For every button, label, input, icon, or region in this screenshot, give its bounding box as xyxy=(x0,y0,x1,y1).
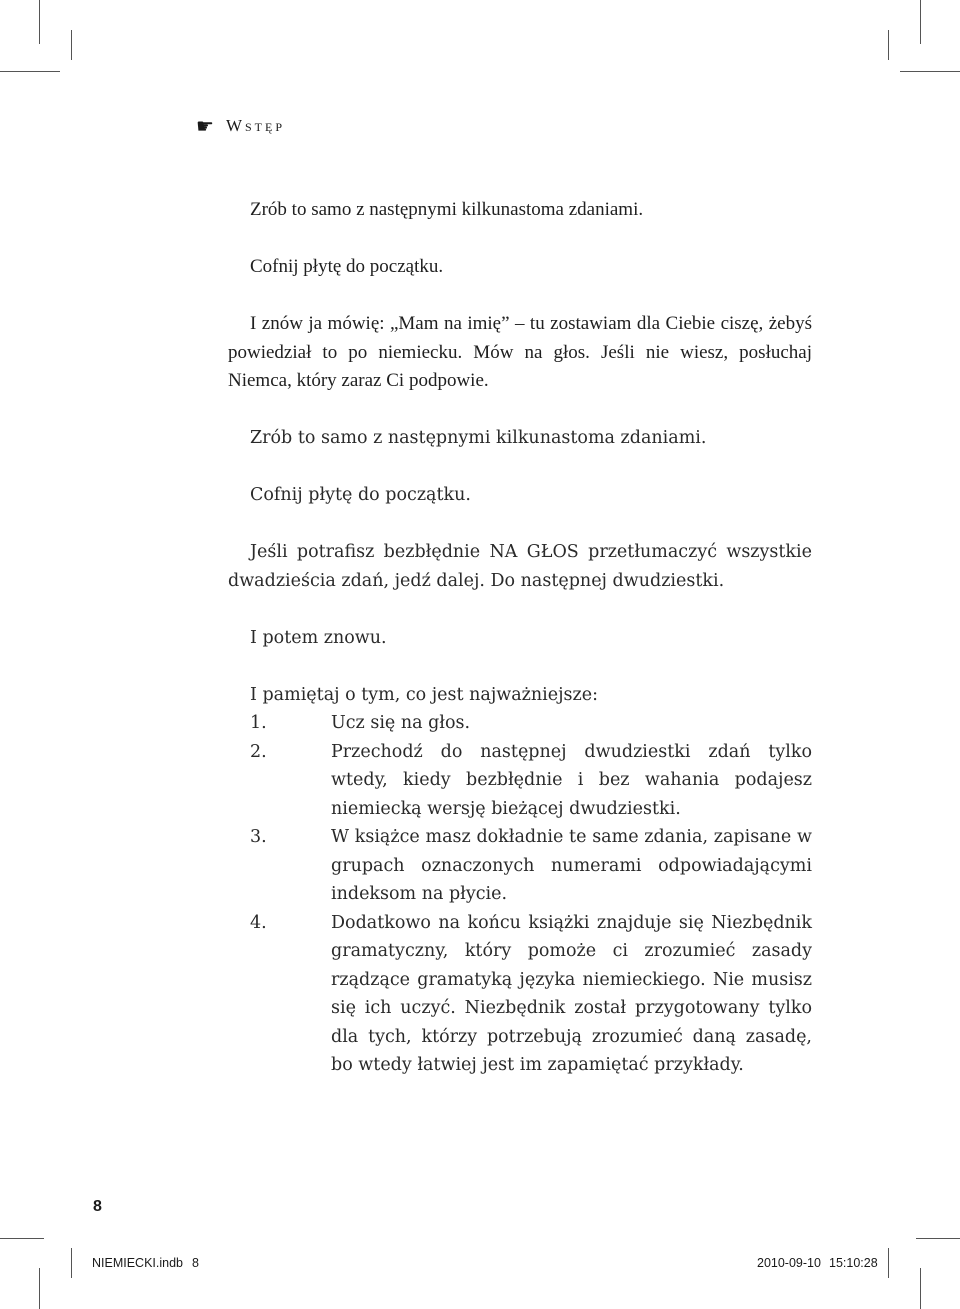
page-number: 8 xyxy=(93,1198,102,1215)
list-item xyxy=(228,909,812,1080)
crop-mark-top-right-horizontal-2 xyxy=(900,71,930,72)
crop-mark-bottom-right-horizontal xyxy=(916,1238,960,1239)
paragraph-slab-1: Zrób to samo z następnymi kilkunastoma zdaniami. xyxy=(250,428,707,448)
paragraph-slab-2: Cofnij płytę do początku. xyxy=(250,485,471,505)
running-header xyxy=(196,112,285,140)
paragraph-serif-2: Cofnij płytę do początku. xyxy=(250,256,444,277)
page-body xyxy=(228,196,812,1080)
crop-mark-bottom-left-vertical-2 xyxy=(71,1248,72,1278)
list-item-number: 3. xyxy=(250,827,267,847)
paragraph-slab-4: I potem znowu. xyxy=(250,627,387,648)
list-item xyxy=(228,709,812,738)
crop-mark-top-right-vertical xyxy=(920,0,921,44)
crop-mark-bottom-right-vertical-2 xyxy=(888,1248,889,1278)
list-item-text: W książce masz dokładnie te same zdania, zapisane w grupach oznaczonych numerami odpowiadającymi indeksom na płycie. xyxy=(331,827,812,904)
crop-mark-bottom-left-vertical xyxy=(39,1268,40,1309)
list-item-number: 2. xyxy=(250,741,267,762)
crop-mark-top-left-horizontal-2 xyxy=(30,71,60,72)
crop-mark-top-left-vertical xyxy=(39,0,40,44)
crop-mark-top-left-vertical-2 xyxy=(71,30,72,60)
footer-date: 2010-09-10 xyxy=(757,1256,821,1270)
list-item xyxy=(228,738,812,824)
important-steps-list xyxy=(228,709,812,1080)
pointing-hand-icon: ☛ xyxy=(196,114,214,138)
chapter-title: Wstęp xyxy=(225,116,285,135)
paragraph-serif-3: I znów ja mówię: „Mam na imię” – tu zostawiam dla Ciebie ciszę, żebyś powiedział to po niemiecku. Mów na głos. Jeśli nie wiesz, posłuchaj Niemca, który zaraz Ci podpowie. xyxy=(228,313,812,391)
footer-filename: NIEMIECKI.indb xyxy=(92,1256,184,1270)
list-item-text: Dodatkowo na końcu książki znajduje się Niezbędnik gramatyczny, który pomoże ci zrozumieć zasady rządzące gramatyką języka niemieckiego. Nie musisz się ich uczyć. Niezbędnik został przygotowany tylko dla tych, którzy potrzebują zrozumieć daną zasadę, bo wtedy łatwiej jest im zapamiętać przykłady. xyxy=(331,912,812,1075)
paragraph-slab-3: Jeśli potrafisz bezbłędnie NA GŁOS przetłumaczyć wszystkie dwadzieścia zdań, jedź dalej. Do następnej dwudziestki. xyxy=(228,542,812,591)
list-item-text: Ucz się na głos. xyxy=(331,713,471,733)
paragraph-serif-1: Zrób to samo z następnymi kilkunastoma zdaniami. xyxy=(250,199,644,220)
footer-time: 15:10:28 xyxy=(829,1256,878,1270)
list-item-number: 4. xyxy=(250,912,267,933)
list-item-number: 1. xyxy=(250,713,267,733)
crop-mark-bottom-left-horizontal xyxy=(0,1238,44,1239)
paragraph-slab-5: I pamiętaj o tym, co jest najważniejsze: xyxy=(250,684,598,705)
crop-mark-bottom-right-vertical xyxy=(920,1268,921,1309)
list-item xyxy=(228,823,812,909)
crop-mark-top-right-vertical-2 xyxy=(888,30,889,60)
footer-page: 8 xyxy=(192,1256,199,1270)
list-item-text: Przechodź do następnej dwudziestki zdań tylko wtedy, kiedy bezbłędnie i bez wahania podajesz niemiecką wersję bieżącej dwudziestki. xyxy=(331,741,812,819)
